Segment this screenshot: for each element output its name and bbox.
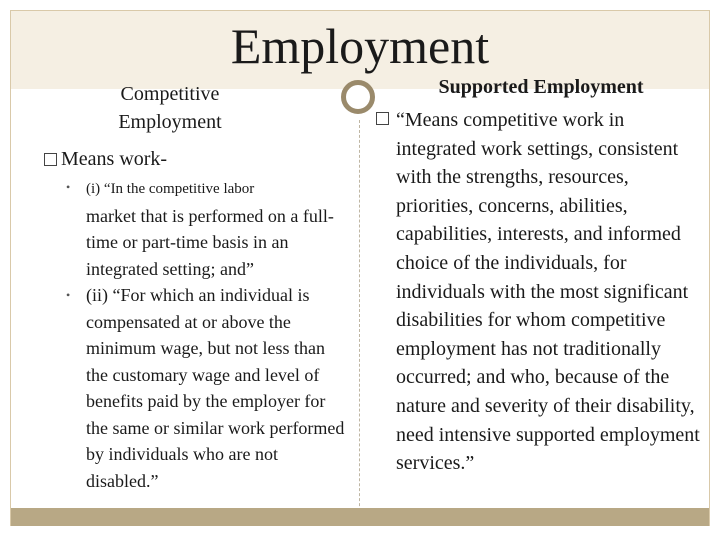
bullet-dot-icon: • xyxy=(66,180,71,194)
slide-title: Employment xyxy=(230,18,490,74)
left-column-heading xyxy=(60,80,280,136)
left-main-bullet xyxy=(44,146,167,172)
footer-band xyxy=(11,508,709,526)
ring-ornament xyxy=(341,80,375,114)
left-main-bullet-text: Means work- xyxy=(61,148,168,170)
list-item-text: (ii) “For which an individual is compensated at or above the minimum wage, but not less than the customary wage and level of benefits paid by the employer for the same or similar work performed by individuals who are not disabled.” xyxy=(86,285,345,491)
checkbox-bullet-icon xyxy=(376,112,389,125)
left-sub-list xyxy=(66,174,346,494)
bullet-dot-icon: • xyxy=(66,288,71,302)
right-main-bullet xyxy=(376,106,702,478)
right-column-heading: Supported Employment xyxy=(438,76,644,98)
right-bullet-text: “Means competitive work in integrated work settings, consistent with the strengths, resources, priorities, concerns, abilities, capabilities, interests, and informed choice of the individuals, for individuals with the most significant disabilities for whom competitive employment has not traditionally occurred; and who, because of the nature and severity of their disability, need intensive supported employment services.” xyxy=(396,109,700,475)
left-heading-line1: Competitive xyxy=(120,83,220,105)
list-item xyxy=(66,174,346,282)
column-divider xyxy=(359,120,361,526)
left-heading-line2: Employment xyxy=(118,111,222,133)
list-item-text: market that is performed on a full-time or part-time basis in an integrated setting; and” xyxy=(86,205,334,279)
checkbox-bullet-icon xyxy=(44,153,57,166)
list-item-lead: (i) “In the competitive labor xyxy=(86,181,255,197)
list-item xyxy=(66,282,346,494)
